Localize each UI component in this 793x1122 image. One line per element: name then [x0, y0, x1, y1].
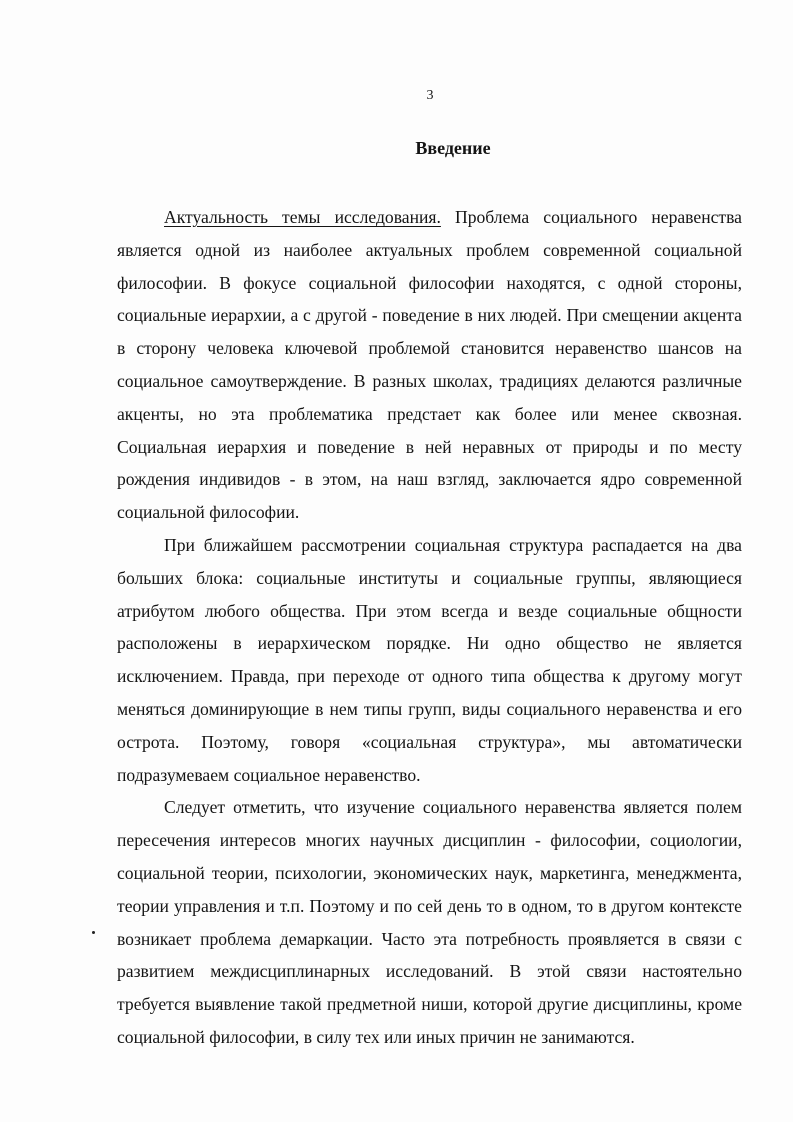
relevance-lead: Актуальность темы исследования. [164, 207, 441, 227]
section-heading: Введение [415, 138, 491, 158]
body-text [117, 201, 742, 1054]
paragraph-structure: При ближайшем рассмотрении социальная структура распадается на два больших блока: социальные институты и социальные группы, являющиеся атрибутом любого общества. При этом всегда и везде социальные общности расположены в иерархическом порядке. Ни одно общество не является исключением. Правда, при переходе от одного типа общества к другому могут меняться доминирующие в нем типы групп, виды социального неравенства и его острота. Поэтому, говоря «социальная структура», мы автоматически подразумеваем социальное неравенство. [117, 534, 742, 785]
page-number: 3 [426, 88, 434, 103]
paragraph-disciplines: Следует отметить, что изучение социального неравенства является полем пересечения интересов многих научных дисциплин - философии, социологии, социальной теории, психологии, экономических наук, маркетинга, менеджмента, теории управления и т.п. Поэтому и по сей день то в одном, то в другом контексте возникает проблема демаркации. Часто эта потребность проявляется в связи с развитием междисциплинарных исследований. В этой связи настоятельно требуется выявление такой предметной ниши, которой другие дисциплины, кроме социальной философии, в силу тех или иных причин не занимаются. [117, 797, 742, 1047]
paragraph-relevance [117, 201, 742, 529]
paragraph-1-text: Проблема социального неравенства является одной из наиболее актуальных проблем современной социальной философии. В фокусе социальной философии находятся, с одной стороны, социальные иерархии, а с другой - поведение в них людей. При смещении акцента в сторону человека ключевой проблемой становится неравенство шансов на социальное самоутверждение. В разных школах, традициях делаются различные акценты, но эта проблематика предстает как более или менее сквозная. Социальная иерархия и поведение в ней неравных от природы и по месту рождения индивидов - в этом, на наш взгляд, заключается ядро современной социальной философии. [117, 207, 742, 523]
scan-speck [92, 931, 95, 934]
